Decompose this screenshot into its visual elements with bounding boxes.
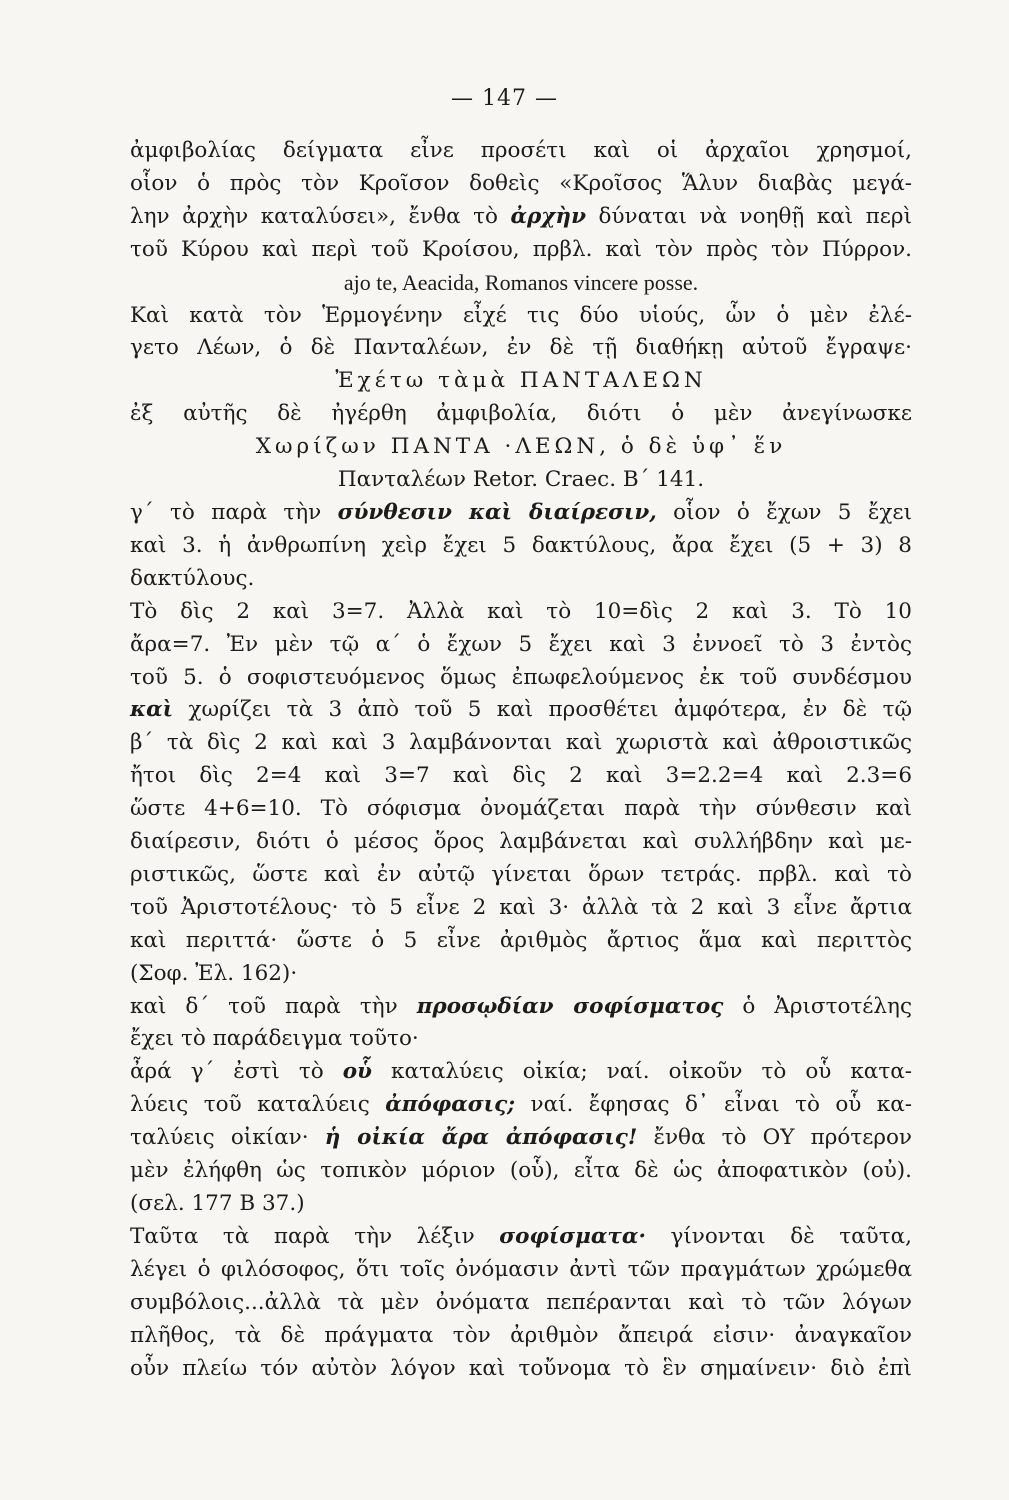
text-line: Τὸ δὶς 2 καὶ 3=7. Ἀλλὰ καὶ τὸ 10=δὶς 2 καὶ 3. Τὸ 10	[130, 598, 912, 624]
latin-oracle-line: ajo te, Aeacida, Romanos vincere posse.	[343, 269, 699, 295]
text-line: διαίρεσιν, διότι ὁ μέσος ὅρος λαμβάνεται καὶ συλλήβδην καὶ με-	[130, 829, 912, 855]
text-line: ἄρα=7. Ἐν μὲν τῷ α΄ ὁ ἔχων 5 ἔχει καὶ 3 ἐννοεῖ τὸ 3 ἐντὸς	[130, 631, 912, 657]
text-line: ὥστε 4+6=10. Τὸ σόφισμα ὀνομάζεται παρὰ τὴν σύνθεσιν καὶ	[130, 796, 912, 822]
text-run: γ΄ τὸ παρὰ τὴν	[130, 499, 322, 525]
emphasis: ἀρχὴν	[510, 203, 586, 229]
text-run: γίνονται δὲ ταῦτα,	[670, 1223, 912, 1249]
text-line: β΄ τὰ δὶς 2 καὶ καὶ 3 λαμβάνονται καὶ χωριστὰ καὶ ἀθροιστικῶς	[130, 730, 912, 756]
text-run: ταλύεις οἰκίαν·	[130, 1125, 309, 1151]
text-run: Ταῦτα τὰ παρὰ τὴν λέξιν	[130, 1223, 475, 1249]
citation-line: Πανταλέων Retor. Craec. Β΄ 141.	[337, 467, 705, 493]
text-run: οἷον ὁ ἔχων 5 ἔχει	[673, 499, 912, 525]
text-run: λύεις τοῦ καταλύεις	[130, 1092, 370, 1118]
text-line	[130, 1221, 912, 1254]
text-line	[130, 1089, 912, 1122]
text-line: ἤτοι δὶς 2=4 καὶ 3=7 καὶ δὶς 2 καὶ 3=2.2=4 καὶ 2.3=6	[130, 763, 912, 789]
text-run: ὁ Ἀριστοτέλης	[742, 993, 912, 1019]
text-line: μὲν ἐλήφθη ὡς τοπικὸν μόριον (οὗ), εἶτα δὲ ὡς ἀποφατικὸν (οὐ).	[130, 1158, 912, 1184]
text-line: τοῦ Ἀριστοτέλους· τὸ 5 εἶνε 2 καὶ 3· ἀλλὰ τὰ 2 καὶ 3 εἶνε ἄρτια	[130, 894, 912, 920]
text-line: (σελ. 177 Β 37.)	[130, 1191, 305, 1216]
text-line: ἔχει τὸ παράδειγμα τοῦτο·	[130, 1026, 419, 1052]
text-line: καὶ 3. ἡ ἀνθρωπίνη χεὶρ ἔχει 5 δακτύλους, ἄρα ἔχει (5 + 3) 8	[130, 532, 912, 558]
page-text	[130, 135, 912, 1385]
emphasis: σοφίσματα·	[499, 1223, 646, 1249]
text-line	[130, 694, 912, 727]
text-line	[130, 497, 912, 530]
text-line: λέγει ὁ φιλόσοφος, ὅτι τοῖς ὀνόμασιν ἀντὶ τῶν πραγμάτων χρώμεθα	[130, 1256, 912, 1282]
text-line: δακτύλους.	[130, 565, 255, 591]
emphasis: προσῳδίαν σοφίσματος	[416, 993, 724, 1019]
emphasis: οὗ	[342, 1059, 372, 1085]
quote-line: Ἐχέτω τὰμὰ ΠΑΝΤΑΛΕΩΝ	[335, 368, 707, 394]
text-run: καὶ δ΄ τοῦ παρὰ τὴν	[130, 993, 398, 1019]
text-run: ἆρά γ΄ ἐστὶ τὸ	[130, 1059, 324, 1085]
text-line	[130, 991, 912, 1024]
text-line	[130, 201, 912, 234]
text-line: οὖν πλείω τόν αὐτὸν λόγον καὶ τοὔνομα τὸ ἓν σημαίνειν· διὸ ἐπὶ	[130, 1355, 912, 1381]
emphasis: σύνθεσιν καὶ διαίρεσιν,	[337, 499, 657, 525]
quote-line: Χωρίζων ΠΑΝΤΑ ·ΛΕΩΝ, ὁ δὲ ὑφ᾽ ἕν	[255, 434, 787, 460]
text-run: καταλύεις οἰκία; ναί. οἰκοῦν τὸ οὗ κατα-	[391, 1059, 912, 1085]
text-line: (Σοφ. Ἐλ. 162)·	[130, 960, 298, 986]
text-line	[130, 1122, 912, 1155]
page-number: — 147 —	[451, 86, 558, 111]
text-line: ριστικῶς, ὥστε καὶ ἐν αὐτῷ γίνεται ὅρων τετράς. πρβλ. καὶ τὸ	[130, 861, 912, 887]
text-run: ναί. ἔφησας δ᾽ εἶναι τὸ οὗ κα-	[530, 1092, 912, 1118]
text-line: ἐξ αὐτῆς δὲ ἠγέρθη ἀμφιβολία, διότι ὁ μὲν ἀνεγίνωσκε	[130, 401, 912, 427]
emphasis: ἡ οἰκία ἄρα ἀπόφασις!	[324, 1125, 638, 1151]
text-line: πλῆθος, τὰ δὲ πράγματα τὸν ἀριθμὸν ἄπειρά εἰσιν· ἀναγκαῖον	[130, 1322, 912, 1348]
text-line: οἷον ὁ πρὸς τὸν Κροῖσον δοθεὶς «Κροῖσος Ἅλυν διαβὰς μεγά-	[130, 170, 912, 196]
text-line: συμβόλοις...ἀλλὰ τὰ μὲν ὀνόματα πεπέρανται καὶ τὸ τῶν λόγων	[130, 1289, 912, 1315]
text-line: γετο Λέων, ὁ δὲ Πανταλέων, ἐν δὲ τῇ διαθήκῃ αὐτοῦ ἔγραψε·	[130, 335, 912, 361]
text-run: δύναται νὰ νοηθῇ καὶ περὶ	[598, 203, 913, 229]
text-line: Καὶ κατὰ τὸν Ἑρμογένην εἶχέ τις δύο υἱούς, ὧν ὁ μὲν ἐλέ-	[130, 302, 912, 328]
emphasis: ἀπόφασις;	[385, 1092, 516, 1118]
text-line: ἀμφιβολίας δείγματα εἶνε προσέτι καὶ οἱ ἀρχαῖοι χρησμοί,	[130, 138, 912, 163]
emphasis: καὶ	[130, 697, 174, 723]
text-line: τοῦ 5. ὁ σοφιστευόμενος ὅμως ἐπωφελούμενος ἐκ τοῦ συνδέσμου	[130, 664, 912, 690]
text-line: καὶ περιττά· ὥστε ὁ 5 εἶνε ἀριθμὸς ἄρτιος ἅμα καὶ περιττὸς	[130, 927, 912, 953]
text-line	[130, 1056, 912, 1089]
text-run: χωρίζει τὰ 3 ἀπὸ τοῦ 5 καὶ προσθέτει ἀμφότερα, ἐν δὲ τῷ	[188, 697, 912, 723]
text-run: λην ἀρχὴν καταλύσει», ἔνθα τὸ	[130, 203, 498, 229]
text-line: τοῦ Κύρου καὶ περὶ τοῦ Κροίσου, πρβλ. καὶ τὸν πρὸς τὸν Πύρρον.	[130, 236, 912, 262]
text-run: ἔνθα τὸ ΟΥ πρότερον	[653, 1125, 913, 1151]
